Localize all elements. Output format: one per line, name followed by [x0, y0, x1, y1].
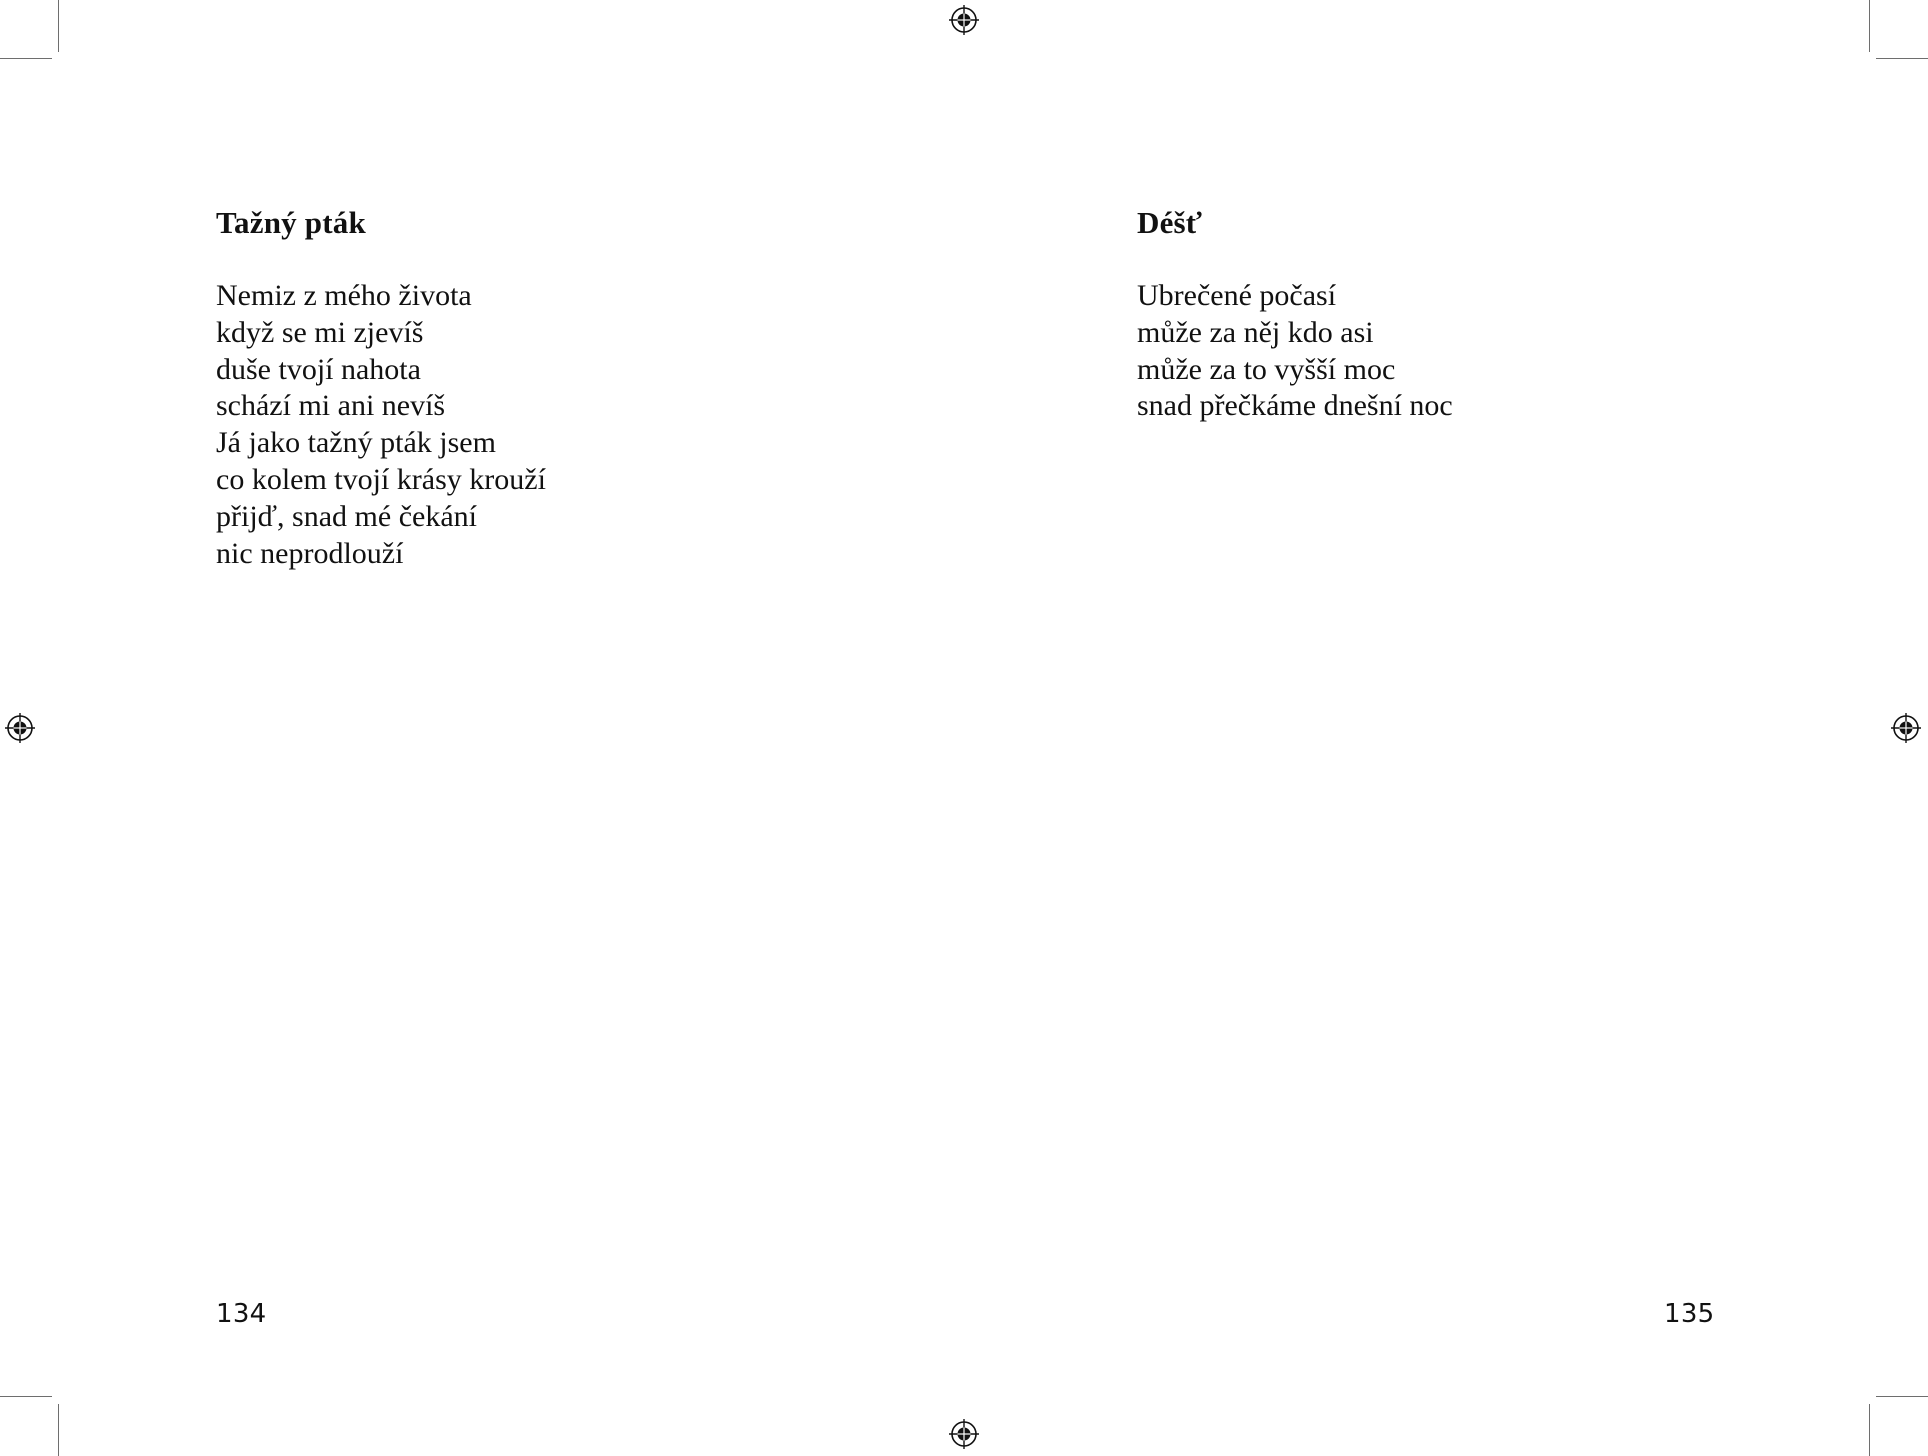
crop-mark	[58, 0, 59, 52]
right-page	[964, 0, 1928, 1456]
poem-line: snad přečkáme dnešní noc	[1137, 389, 1453, 423]
page-number-right: 135	[1664, 1299, 1715, 1329]
poem-line: přijď, snad mé čekání	[216, 499, 477, 533]
poem-line: může za to vyšší moc	[1137, 352, 1396, 386]
page-number-left: 134	[216, 1299, 267, 1329]
crop-mark	[1869, 1404, 1870, 1456]
poem-line: nic neprodlouží	[216, 536, 404, 570]
poem-line: co kolem tvojí krásy krouží	[216, 462, 546, 496]
crop-mark	[1876, 58, 1928, 59]
poem-line: Nemiz z mého života	[216, 279, 472, 312]
poem-line: Ubrečené počasí	[1137, 279, 1337, 312]
poem-title: Tažný pták	[216, 205, 366, 240]
poem-title: Déšť	[1137, 205, 1203, 240]
poem-line: když se mi zjevíš	[216, 315, 424, 349]
registration-mark-icon	[949, 1419, 979, 1449]
poem-line: může za něj kdo asi	[1137, 315, 1374, 349]
registration-mark-icon	[949, 5, 979, 35]
poem-body	[1137, 278, 1453, 425]
crop-mark	[58, 1404, 59, 1456]
crop-mark	[1869, 0, 1870, 52]
poem-line: duše tvojí nahota	[216, 352, 421, 386]
registration-mark-icon	[5, 713, 35, 743]
crop-mark	[0, 1396, 52, 1397]
poem-line: Já jako tažný pták jsem	[216, 426, 496, 460]
poem-dest	[1137, 205, 1453, 425]
poem-body	[216, 278, 546, 572]
registration-mark-icon	[1891, 713, 1921, 743]
crop-mark	[1876, 1396, 1928, 1397]
poem-line: schází mi ani nevíš	[216, 389, 446, 423]
poem-tazny-ptak	[216, 205, 546, 572]
crop-mark	[0, 58, 52, 59]
